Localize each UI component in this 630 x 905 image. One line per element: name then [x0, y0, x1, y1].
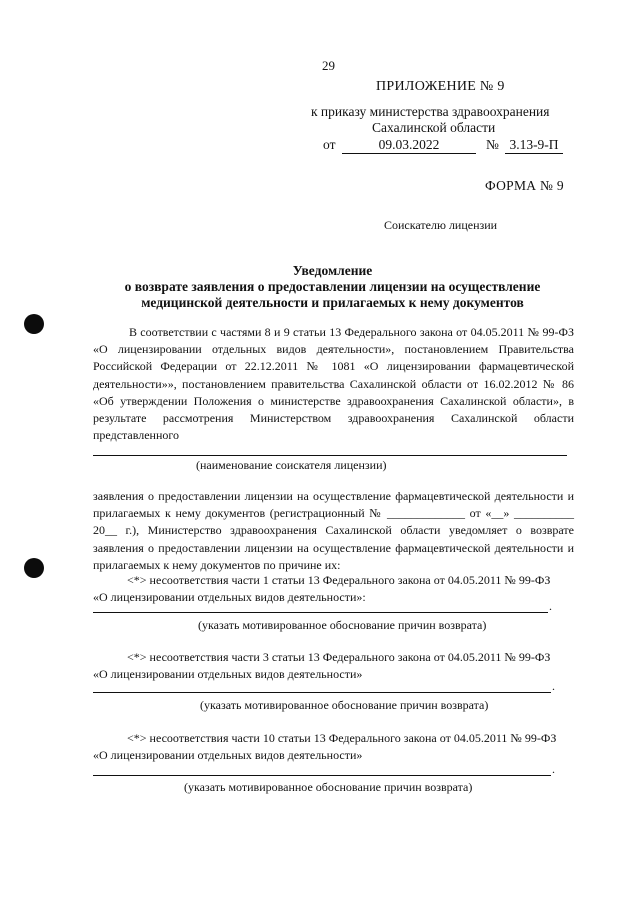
applicant-name-line	[93, 455, 567, 456]
reason-2-caption: (указать мотивированное обоснование причин возврата)	[200, 698, 489, 712]
page-number: 29	[322, 58, 335, 73]
form-number: ФОРМА № 9	[485, 178, 564, 193]
reason-3-justification-line	[93, 775, 551, 776]
reason-1-law-name: «О лицензировании отдельных видов деятельности»:	[93, 590, 366, 605]
reason-2	[93, 649, 574, 683]
reason-2-text: <*> несоответствия части 3 статьи 13 Федерального закона от 04.05.2011 № 99-ФЗ	[127, 650, 551, 664]
reason-1-justification-line	[93, 612, 548, 613]
appendix-number-label: №	[486, 137, 499, 152]
reason-3	[93, 730, 574, 764]
reason-2-line-end: .	[552, 679, 555, 693]
punch-hole-top	[24, 314, 44, 334]
reason-1-text: <*> несоответствия части 1 статьи 13 Федерального закона от 04.05.2011 № 99-ФЗ	[127, 573, 551, 587]
reason-2-law-name: «О лицензировании отдельных видов деятельности»	[93, 667, 363, 682]
body-paragraph-1: В соответствии с частями 8 и 9 статьи 13 Федерального закона от 04.05.2011 № 99-ФЗ «О лицензировании отдельных видов деятельности», постановлением Правительства Российской Федерации от 22.12.2011 № 1081 «О лицензировании фармацевтической деятельности»», постановлением правительства Сахалинской области от 16.02.2012 № 86 «Об утверждении Положения о министерстве здравоохранения Сахалинской области», в результате рассмотрения Министерством здравоохранения Сахалинской области представленного	[93, 325, 574, 443]
appendix-date: 09.03.2022	[342, 136, 476, 154]
notice-subtitle-line2: медицинской деятельности и прилагаемых к нему документов	[141, 295, 524, 310]
punch-hole-bottom	[24, 558, 44, 578]
notice-subtitle-line1: о возврате заявления о предоставлении лицензии на осуществление	[124, 279, 541, 294]
reason-1-caption: (указать мотивированное обоснование причин возврата)	[198, 618, 487, 632]
reason-1	[93, 572, 574, 606]
reason-1-line-end: .	[549, 599, 552, 613]
reason-2-justification-line	[93, 692, 551, 693]
recipient: Соискателю лицензии	[384, 218, 498, 232]
appendix-title: ПРИЛОЖЕНИЕ № 9	[376, 79, 505, 94]
reason-3-caption: (указать мотивированное обоснование причин возврата)	[184, 780, 473, 794]
appendix-region-line: Сахалинской области	[372, 120, 496, 135]
appendix-order-line: к приказу министерства здравоохранения	[311, 104, 550, 119]
appendix-from-label: от	[323, 137, 336, 152]
reason-3-text: <*> несоответствия части 10 статьи 13 Федерального закона от 04.05.2011 № 99-ФЗ	[127, 731, 557, 745]
appendix-number: 3.13-9-П	[505, 136, 563, 154]
reason-3-law-name: «О лицензировании отдельных видов деятельности»	[93, 748, 363, 763]
notice-title: Уведомление	[292, 263, 373, 278]
reason-3-line-end: .	[552, 762, 555, 776]
body-paragraph-2: заявления о предоставлении лицензии на осуществление фармацевтической деятельности и прилагаемых к нему документов (регистрационный № _____________ от «__» __________ 20__ г.), Министерство здравоохранения Сахалинской области уведомляет о возврате заявления о предоставлении лицензии на осуществление фармацевтической деятельности и прилагаемых к нему документов по причине их:	[93, 489, 574, 572]
applicant-caption: (наименование соискателя лицензии)	[196, 458, 387, 472]
